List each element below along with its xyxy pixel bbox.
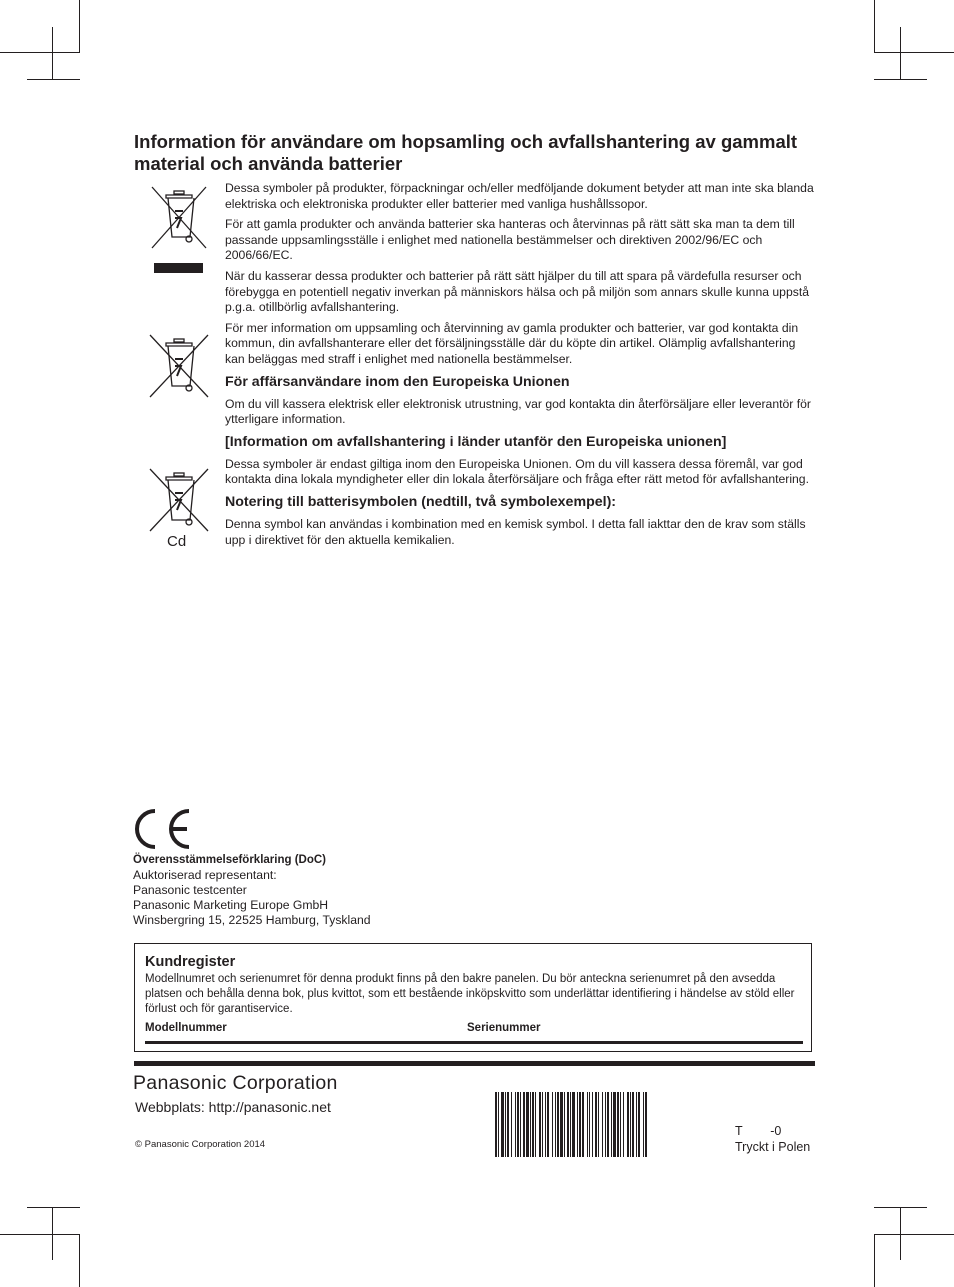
barcode-bar bbox=[592, 1092, 593, 1157]
barcode-bar bbox=[620, 1092, 621, 1157]
crop-mark bbox=[27, 1207, 80, 1208]
model-number-label: Modellnummer bbox=[145, 1022, 227, 1034]
barcode-bar bbox=[517, 1092, 519, 1157]
barcode-bar bbox=[515, 1092, 516, 1157]
doc-line: Panasonic testcenter bbox=[133, 883, 247, 897]
barcode-bar bbox=[526, 1092, 529, 1157]
paragraph: För att gamla produkter och använda batterier ska hanteras och återvinnas på rätt sätt ska man ta dem till passande uppsamlingsställe i enlighet med nationella bestämmelser och direktiven 2002/96/EC och 2006/66/EC. bbox=[225, 217, 795, 263]
record-line bbox=[145, 1041, 803, 1044]
barcode-bar bbox=[530, 1092, 531, 1157]
page-title: Information för användare om hopsamling och avfallshantering av gammalt material och använda batterier bbox=[134, 131, 798, 174]
barcode-bar bbox=[498, 1092, 499, 1157]
crop-mark bbox=[874, 1234, 954, 1235]
information-text bbox=[225, 181, 815, 553]
crop-mark bbox=[900, 27, 901, 80]
barcode-bar bbox=[567, 1092, 569, 1157]
barcode-bar bbox=[555, 1092, 556, 1157]
chemical-symbol-label: Cd bbox=[167, 533, 187, 550]
barcode-bar bbox=[579, 1092, 581, 1157]
ce-mark-icon bbox=[133, 808, 195, 850]
crop-mark bbox=[874, 1207, 927, 1208]
barcode-bar bbox=[636, 1092, 637, 1157]
doc-line: Panasonic Marketing Europe GmbH bbox=[133, 898, 329, 912]
crop-mark bbox=[52, 1207, 53, 1260]
barcode-bar bbox=[613, 1092, 616, 1157]
barcode-bar bbox=[623, 1092, 624, 1157]
doc-title: Överensstämmelseförklaring (DoC) bbox=[133, 854, 327, 866]
barcode-bar bbox=[501, 1092, 504, 1157]
black-bar-symbol bbox=[154, 263, 203, 273]
paragraph: För mer information om uppsamling och återvinning av gamla produkter och batterier, var god kontakta din kommun, din avfallshanterare eller det försäljningsställe där du köpte din artikel. Olämplig avfallshantering kan beläggas med straff i enlighet med nationella bestämmelser. bbox=[225, 320, 799, 366]
crop-mark bbox=[79, 0, 80, 52]
section-heading: För affärsanvändare inom den Europeiska Unionen bbox=[225, 373, 570, 390]
paragraph: Dessa symboler på produkter, förpackningar och/eller medföljande dokument betyder att man inte ska blanda elektriska och elektroniska produkter eller batterier med vanliga hushållssopor. bbox=[225, 181, 814, 211]
crop-mark bbox=[874, 1234, 875, 1287]
barcode-bar bbox=[542, 1092, 543, 1157]
customer-record-text: Modellnumret och serienumret för denna produkt finns på den bakre panelen. Du bör anteckna serienumret på den avsedda platsen och behålla denna bok, plus kvittot, som ett bestående inköpskvitto som underlättar identifiering i händelse av stöld eller förlust och för garantiservice. bbox=[145, 973, 795, 1015]
barcode-bar bbox=[570, 1092, 571, 1157]
crossed-bin-icon bbox=[148, 333, 210, 399]
crop-mark bbox=[874, 52, 954, 53]
section-heading: Notering till batterisymbolen (nedtill, två symbolexempel): bbox=[225, 493, 617, 510]
barcode-bar bbox=[560, 1092, 563, 1157]
paragraph: När du kasserar dessa produkter och batterier på rätt sätt hjälper du till att spara på värdefulla resurser och förebygga en potentiell negativ inverkan på människors hälsa och på miljön som annars skulle kunna uppstå p.g.a. otillbörlig avfallshantering. bbox=[225, 268, 809, 315]
barcode-bar bbox=[630, 1092, 631, 1157]
barcode-bar bbox=[598, 1092, 599, 1157]
barcode bbox=[495, 1092, 711, 1157]
crop-mark bbox=[0, 1234, 80, 1235]
barcode-bar bbox=[520, 1092, 521, 1157]
copyright: © Panasonic Corporation 2014 bbox=[135, 1139, 266, 1150]
barcode-bar bbox=[582, 1092, 584, 1157]
barcode-bar bbox=[535, 1092, 536, 1157]
barcode-bar bbox=[539, 1092, 541, 1157]
barcode-bar bbox=[564, 1092, 565, 1157]
barcode-bar bbox=[572, 1092, 575, 1157]
barcode-bar bbox=[602, 1092, 603, 1157]
section-heading: [Information om avfallshantering i länder utanför den Europeiska unionen] bbox=[225, 433, 727, 450]
crop-mark bbox=[0, 52, 80, 53]
barcode-bar bbox=[552, 1092, 553, 1157]
barcode-bar bbox=[505, 1092, 506, 1157]
barcode-bar bbox=[589, 1092, 590, 1157]
barcode-bar bbox=[607, 1092, 609, 1157]
doc-line: Winsbergring 15, 22525 Hamburg, Tyskland bbox=[133, 913, 371, 927]
crossed-bin-icon bbox=[150, 185, 208, 250]
customer-record-title: Kundregister bbox=[145, 954, 236, 970]
paragraph: Dessa symboler är endast giltiga inom den Europeiska Unionen. Om du vill kassera dessa föremål, var god kontakta dina lokala myndigheter eller din lokala återförsäljare och fråga efter rätt metod för avfallshantering. bbox=[225, 456, 809, 487]
crop-mark bbox=[52, 27, 53, 80]
serial-number-label: Serienummer bbox=[467, 1022, 541, 1034]
barcode-bar bbox=[557, 1092, 559, 1157]
declaration-of-conformity bbox=[133, 853, 371, 928]
barcode-bar bbox=[627, 1092, 629, 1157]
barcode-bar bbox=[545, 1092, 546, 1157]
crop-mark bbox=[900, 1207, 901, 1260]
barcode-bar bbox=[643, 1092, 644, 1157]
barcode-bar bbox=[532, 1092, 534, 1157]
barcode-bar bbox=[605, 1092, 606, 1157]
paragraph: Om du vill kassera elektrisk eller elektronisk utrustning, var god kontakta din återförsäljare eller leverantör för ytterligare information. bbox=[225, 396, 811, 427]
crop-mark bbox=[27, 79, 80, 80]
crop-mark bbox=[874, 79, 927, 80]
paragraph: Denna symbol kan användas i kombination med en kemisk symbol. I detta fall iakttar den de krav som ställs upp i direktivet för den aktuella kemikalien. bbox=[225, 516, 806, 547]
barcode-bar bbox=[547, 1092, 549, 1157]
barcode-bar bbox=[507, 1092, 509, 1157]
barcode-bar bbox=[632, 1092, 634, 1157]
customer-record-box bbox=[134, 943, 812, 1052]
website: Webbplats: http://panasonic.net bbox=[135, 1099, 331, 1115]
crossed-bin-icon bbox=[148, 467, 210, 533]
barcode-bar bbox=[587, 1092, 588, 1157]
crop-mark bbox=[79, 1234, 80, 1287]
divider bbox=[134, 1061, 815, 1066]
barcode-bar bbox=[611, 1092, 612, 1157]
document-code: T -0 bbox=[735, 1124, 782, 1138]
barcode-bar bbox=[523, 1092, 525, 1157]
barcode-bar bbox=[595, 1092, 597, 1157]
barcode-bar bbox=[495, 1092, 497, 1157]
barcode-bar bbox=[577, 1092, 578, 1157]
barcode-bar bbox=[638, 1092, 640, 1157]
corporation-logo: Panasonic Corporation bbox=[133, 1072, 338, 1094]
doc-line: Auktoriserad representant: bbox=[133, 868, 277, 882]
crop-mark bbox=[874, 0, 875, 52]
printed-in: Tryckt i Polen bbox=[735, 1140, 811, 1154]
barcode-bar bbox=[645, 1092, 647, 1157]
barcode-bar bbox=[617, 1092, 619, 1157]
barcode-bar bbox=[511, 1092, 512, 1157]
